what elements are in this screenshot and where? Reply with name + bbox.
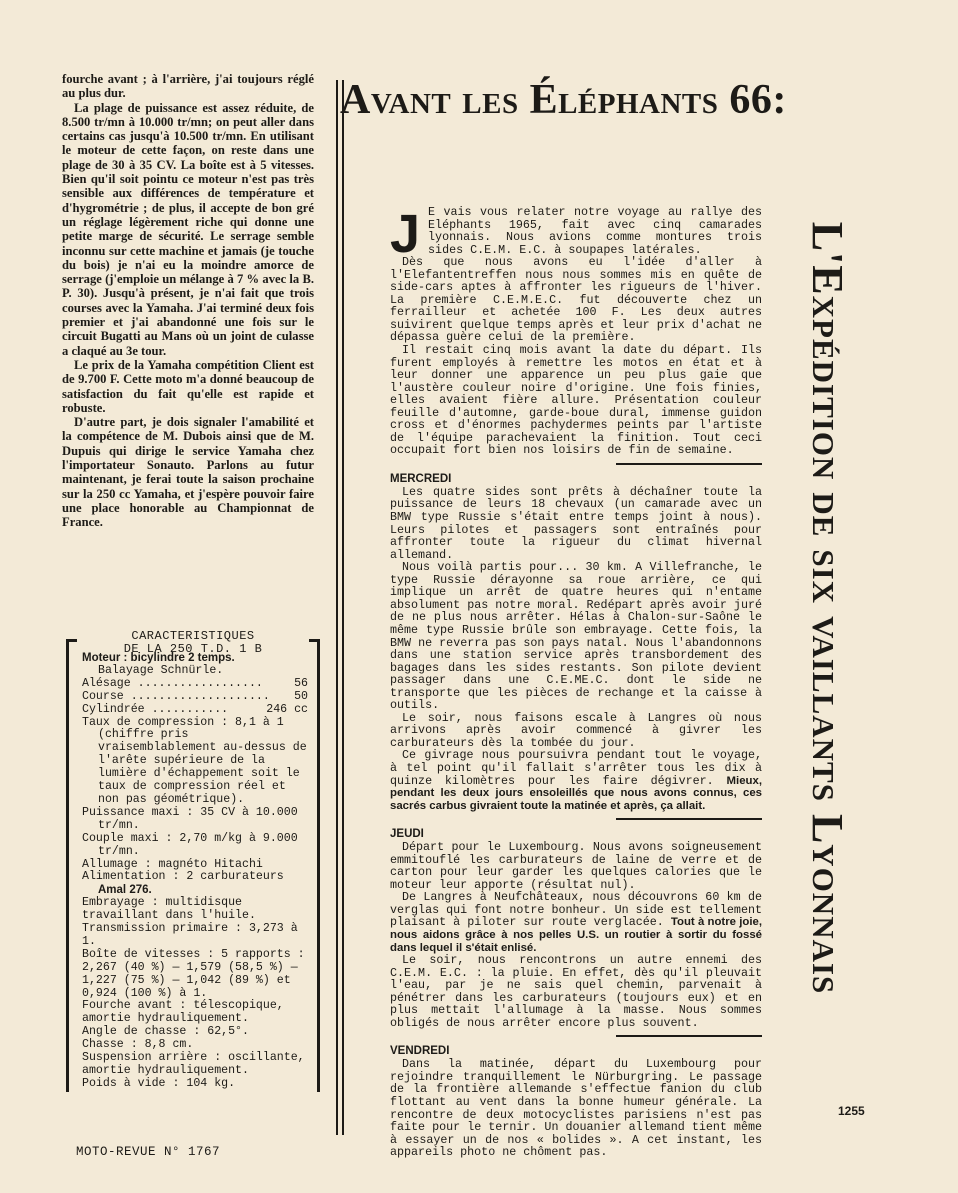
section-heading-jeudi: JEUDI [390, 828, 424, 841]
spec-alesage [82, 678, 308, 691]
section-heading-vendredi: VENDREDI [390, 1045, 450, 1058]
page-number: 1255 [838, 1104, 865, 1118]
left-paragraph: fourche avant ; à l'arrière, j'ai toujours réglé au plus dur. [62, 72, 314, 101]
section-heading-mercredi: MERCREDI [390, 472, 452, 485]
spec-course-value: 50 [294, 689, 308, 703]
spec-balayage: Balayage Schnürle. [98, 663, 224, 677]
spec-transmission: Transmission primaire : 3,273 à 1. [82, 922, 298, 948]
article-paragraph: Dans la matinée, départ du Luxembourg pour rejoindre tranquillement le Nürburgring. Le passage de la frontière allemande s'effectue fanion du club flottant au vent dans la bonne humeur générale. La rencontre de deux motocyclistes parisiens n'est pas faite pour le ternir. Un douanier allemand tient même à essayer un de nos « bolides ». A cet instant, les appareils photo ne chôment pas. [390, 1057, 762, 1160]
section-divider [616, 1035, 762, 1037]
spec-course-label: Course .................... [82, 689, 270, 703]
article-bold-sentence: Tout à notre joie, nous aidons grâce à nos pelles U.S. un routier à sortir du fossé dans lequel il s'était enlisé. [390, 916, 762, 954]
spec-boite: Boîte de vitesses : 5 rapports : 2,267 (40 %) — 1,579 (58,5 %) — 1,227 (75 %) — 1,042 (89 %) et 0,924 (100 %) à 1. [82, 947, 305, 1000]
spec-alimentation: Alimentation : 2 carburateurs [82, 870, 284, 884]
specs-body [82, 652, 308, 1091]
article-lead-text: E vais vous relater notre voyage au rallye des Eléphants 1965, fait avec cinq camarades lyonnais. Nous avions comme montures trois sides C.E.M. E.C. à soupapes latérales. [428, 205, 762, 257]
magazine-issue: MOTO-REVUE N° 1767 [76, 1145, 221, 1159]
article-paragraph: Départ pour le Luxembourg. Nous avons soigneusement emmitouflé les carburateurs de laine de verre et de carton pour leur garder les quelques calories que le moteur leur apporte (résultat nul). [390, 840, 762, 892]
left-paragraph: La plage de puissance est assez réduite, de 8.500 tr/mn à 10.000 tr/mn; on peut aller dans certains cas jusqu'à 10.500 tr/mn. En utilisant le moteur de cette façon, on reste dans une plage de 30 à 35 CV. La boîte est à 5 vitesses. Bien qu'il soit pointu ce moteur n'est pas très sensible aux différences de température et d'hygrométrie ; de plus, il accepte de bon gré un réglage légèrement riche qui donne une petite marge de sécurité. Le serrage semble inconnu sur cette machine et jamais (je touche du bois) je n'ai eu la moindre amorce de serrage (j'emploie un mélange à 7 % avec la B. P. 30). Jusqu'à présent, je n'ai fait que trois courses avec la Yamaha. J'ai terminé deux fois premier et j'ai abandonné une fois sur le circuit Bugatti au Mans où un joint de culasse a claqué au 3e tour. [62, 100, 314, 358]
spec-cylindree [82, 704, 308, 717]
column-divider [336, 80, 344, 1135]
spec-puissance-unit: tr/mn. [98, 818, 140, 832]
spec-embrayage: Embrayage : multidisque travaillant dans l'huile. [82, 896, 256, 923]
article-paragraph: Le soir, nous rencontrons un autre ennemi des C.E.M. E.C. : la pluie. En effet, dès qu'il pleuvait l'eau, par je ne sais quel chemin, parvenait à pénétrer dans les carburateurs (toujours eux) et en plus mettait l'allumage à la masse. Nous sommes obligés de nous arrêter encore plus souvent. [390, 953, 762, 1030]
spec-suspension: Suspension arrière : oscillante, amortie hydrauliquement. [82, 1051, 305, 1077]
spec-poids: Poids à vide : 104 kg. [82, 1076, 236, 1090]
article-title [340, 76, 840, 124]
section-divider [616, 463, 762, 465]
spec-fourche: Fourche avant : télescopique, amortie hydrauliquement. [82, 999, 284, 1026]
article-sentence: De Langres à Neufchâteaux, nous découvrons 60 km de verglas qui font notre bonheur. Un side est tellement plaisant à piloter sur route verglacée. [390, 890, 762, 930]
article-body [390, 206, 762, 1159]
specs-title-line2: DE LA 250 T.D. 1 B [123, 642, 263, 656]
vertical-subtitle: L'Expédition de six vaillants Lyonnais [803, 221, 852, 995]
spec-course [82, 691, 308, 704]
article-paragraph: Nous voilà partis pour... 30 km. A Villefranche, le type Russie dérayonne sa roue arrière, ce qui implique un arrêt de quatre heures qui n'entame absolument pas notre moral. Redépart après avoir juré de ne plus nous arrêter. Hélas à Chalon-sur-Saône le même type Russie brûle son embrayage. Cette fois, la BMW ne reverra pas son pays natal. Nous l'abandonnons dans une station service après transbordement des bagages dans les sides restants. Son pilote devient passager dans une C.E.ME.C. dont le side ne transporte que les pièces de rechange et la caisse à outils. [390, 560, 762, 713]
spec-cylindree-value: 246 cc [266, 702, 308, 716]
article-paragraph: Il restait cinq mois avant la date du départ. Ils furent employés à remettre les motos en état et à leur donner une apparence un peu plus gaie que l'austère couleur noire d'origine. Une fois finies, elles avaient fière allure. Présentation couleur feuille d'automne, garde-boue dural, immense guidon cross et d'énormes pachydermes peints par l'artiste de l'équipe parachevaient la finition. Tout ceci occupait fort bien nos loisirs de fin de semaine. [390, 343, 762, 458]
left-column-text [62, 72, 314, 530]
specs-frame-right [309, 639, 320, 1092]
spec-allumage: Allumage : magnéto Hitachi [82, 857, 263, 871]
specifications-box [66, 630, 320, 1092]
article-paragraph [390, 891, 762, 954]
article-paragraph: Dès que nous avons eu l'idée d'aller à l'Elefantentreffen nous nous sommes mis en quête de side-cars aptes à affronter les rigueurs de l'hiver. La première C.E.M.E.C. fut découverte chez un ferrailleur et achetée 100 F. Les deux autres suivirent quelque temps après et leur prix d'achat ne dépassa guère celui de la première. [390, 255, 762, 345]
spec-cylindree-label: Cylindrée ........... [82, 702, 229, 716]
article-paragraph: Les quatre sides sont prêts à déchaîner toute la puissance de leurs 18 chevaux (un camarade avec un BMW type Russie s'était entre temps joint à nous). Leurs pilotes et passagers sont entraînés pour affronter toute la rigueur du climat hivernal allemand. [390, 484, 762, 562]
spec-couple: Couple maxi : 2,70 m/kg à 9.000 [82, 831, 298, 845]
spec-taux-note: (chiffre pris vraisemblablement au-dessus de l'arête supérieure de la lumière d'échappement soit le taux de compression réel et non pas géométrique). [98, 728, 307, 806]
spec-chasse: Chasse : 8,8 cm. [82, 1038, 194, 1052]
spec-alesage-value: 56 [294, 676, 308, 690]
article-title-text: Avant les Éléphants 66: [340, 77, 787, 123]
section-divider [616, 818, 762, 820]
spec-amal: Amal 276. [98, 884, 152, 897]
spec-couple-unit: tr/mn. [98, 844, 140, 858]
spec-taux-compression: Taux de compression : 8,1 à 1 [82, 715, 284, 729]
spec-moteur: Moteur : bicylindre 2 temps. [82, 652, 235, 664]
drop-cap: J [390, 204, 421, 264]
specs-title-line1: CARACTERISTIQUES [131, 629, 255, 643]
left-paragraph: D'autre part, je dois signaler l'amabilité et la compétence de M. Dubois ainsi que de M. Dupuis qui dirige le service Yamaha chez l'importateur Sonauto. Parlons au futur maintenant, je ferai toute la saison prochaine sur la 250 cc Yamaha, et j'espère pouvoir faire une place honorable au Championnat de France. [62, 415, 314, 530]
article-lead [390, 204, 762, 264]
article-paragraph [390, 749, 762, 812]
left-paragraph: Le prix de la Yamaha compétition Client est de 9.700 F. Cette moto m'a donné beaucoup de satisfaction du fait qu'elle est rapide et robuste. [62, 357, 314, 415]
spec-alesage-label: Alésage .................. [82, 676, 263, 690]
spec-angle: Angle de chasse : 62,5°. [82, 1025, 249, 1039]
article-paragraph: Le soir, nous faisons escale à Langres où nous arrivons après avoir commencé à givrer les carburateurs dès la tombée du jour. [390, 710, 762, 750]
specs-frame-left [66, 639, 77, 1092]
article-bold-sentence: Mieux, pendant les deux jours ensoleillés que nous avons connus, ces sacrés carbus givraient toute la matinée et après, ça allait. [390, 774, 762, 812]
article-sentence: Ce givrage nous poursuivra pendant tout le voyage, à tel point qu'il fallait s'arrêter tous les dix à quinze kilomètres pour les faire dégivrer. [390, 748, 762, 788]
spec-puissance: Puissance maxi : 35 CV à 10.000 [82, 805, 298, 819]
